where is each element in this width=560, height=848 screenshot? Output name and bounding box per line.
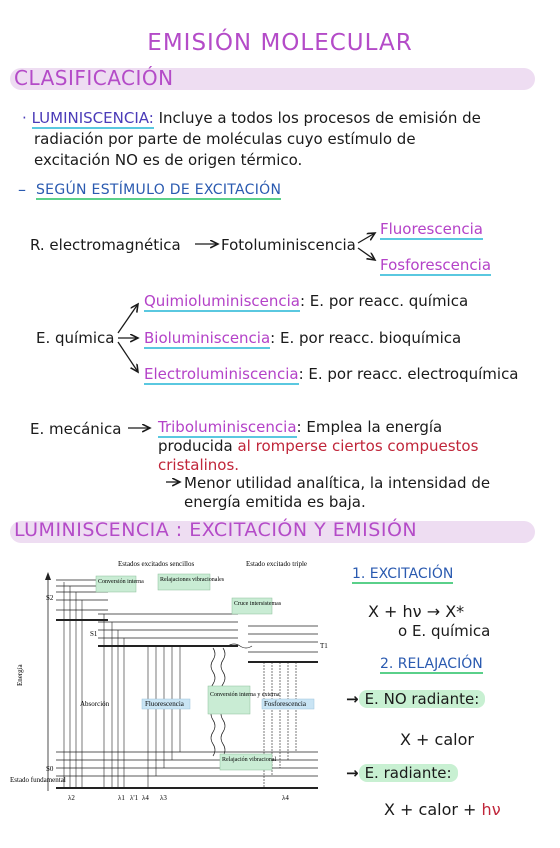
electroluminiscencia-term: Electroluminiscencia <box>144 365 299 383</box>
fosforescencia-term: Fosforescencia <box>380 256 492 274</box>
step-1-equation: X + hν → X* <box>368 602 465 621</box>
t1-levels <box>248 626 318 662</box>
note-line-2: energía emitida es baja. <box>184 493 366 511</box>
label-lam3: λ3 <box>160 794 167 802</box>
section-heading-clasificacion: CLASIFICACIÓN <box>14 66 174 90</box>
label-fosforescencia: Fosforescencia <box>264 700 306 708</box>
label-relaj-vib-2: Relajación vibracional <box>222 757 277 763</box>
source-quimica: E. química <box>36 329 115 347</box>
nr-row <box>346 690 485 708</box>
source-mecanica: E. mecánica <box>30 420 122 438</box>
tribo-block <box>158 418 548 475</box>
label-conv-interna: Conversión interna <box>98 579 144 585</box>
label-s1: S1 <box>90 630 98 638</box>
r-eq-a: X + calor + <box>384 800 477 819</box>
triboluminiscencia-term: Triboluminiscencia <box>158 418 297 436</box>
source-rem: R. electromagnética <box>30 236 181 254</box>
header-left: Estados excitados sencillos <box>118 560 195 568</box>
note-line-1: Menor utilidad analítica, la intensidad de <box>184 474 491 492</box>
r-eq-b: hν <box>481 800 501 819</box>
subheading-estimulo: SEGÚN ESTÍMULO DE EXCITACIÓN <box>36 182 282 198</box>
label-energia: Energía <box>16 664 24 686</box>
label-lam4b: λ4 <box>282 794 289 802</box>
bio-desc: : E. por reacc. bioquímica <box>270 329 462 347</box>
r-label: E. radiante: <box>359 764 458 782</box>
arrow-icon: → <box>346 690 359 708</box>
label-t1: T1 <box>320 642 328 650</box>
step-1-alt: o E. química <box>398 622 491 640</box>
fluorescencia-term: Fluorescencia <box>380 220 483 238</box>
bio-row <box>144 329 461 347</box>
tribo-desc-1: : Emplea la energía <box>296 418 443 436</box>
tribo-desc-3: cristalinos. <box>158 456 240 474</box>
quimio-desc: : E. por reacc. química <box>299 292 469 310</box>
label-relaj-vib: Relajaciones vibracionales <box>160 577 225 583</box>
r-row <box>346 764 458 782</box>
fluorescence-arrows <box>148 646 180 788</box>
label-lam2: λ2 <box>68 794 75 802</box>
nr-label: E. NO radiante: <box>359 690 486 708</box>
jablonski-diagram <box>8 556 343 806</box>
arrow-icon-2: → <box>346 764 359 782</box>
tribo-desc-2b: al romperse ciertos compuestos <box>237 437 479 455</box>
electro-row <box>144 365 519 383</box>
absorption-arrows <box>64 582 124 788</box>
label-lam1p: λ'1 <box>130 794 139 802</box>
tribo-desc-2a: producida <box>158 437 233 455</box>
step-2-label: 2. RELAJACIÓN <box>380 656 483 672</box>
energy-axis-arrow <box>45 572 51 580</box>
bioluminiscencia-term: Bioluminiscencia <box>144 329 271 347</box>
label-s0: S0 <box>46 765 54 773</box>
label-conv-ext: Conversión interna y externa <box>210 692 280 698</box>
bullet: · <box>22 109 27 127</box>
section-heading-excitacion: LUMINISCENCIA : EXCITACIÓN Y EMISIÓN <box>14 519 418 541</box>
luminiscencia-term: LUMINISCENCIA: <box>31 109 154 127</box>
nr-equation: X + calor <box>400 730 474 749</box>
page-title: EMISIÓN MOLECULAR <box>147 30 413 56</box>
tribo-note <box>184 474 544 512</box>
step-1-label: 1. EXCITACIÓN <box>352 566 454 582</box>
label-estado-fund: Estado fundamental <box>10 776 66 784</box>
definition-line-2: radiación por parte de moléculas cuyo estímulo de <box>34 130 416 148</box>
label-lam4a: λ4 <box>142 794 149 802</box>
s0-levels <box>56 752 318 788</box>
label-cruce: Cruce intersistemas <box>234 601 282 607</box>
label-s2: S2 <box>46 594 54 602</box>
quimioluminiscencia-term: Quimioluminiscencia <box>144 292 300 310</box>
r-equation <box>384 800 501 819</box>
label-absorcion: Absorción <box>80 700 110 708</box>
label-fluorescencia: Fluorescencia <box>145 700 184 708</box>
label-lam1: λ1 <box>118 794 125 802</box>
header-right: Estado excitado triple <box>246 560 308 568</box>
quimio-row <box>144 292 468 310</box>
fotoluminiscencia: Fotoluminiscencia <box>221 236 356 254</box>
dash: – <box>18 180 26 199</box>
definition-line-1: Incluye a todos los procesos de emisión de <box>158 109 481 127</box>
definition-line-3: excitación NO es de origen térmico. <box>34 151 303 169</box>
electro-desc: : E. por reacc. electroquímica <box>298 365 519 383</box>
s1-levels <box>98 614 238 646</box>
